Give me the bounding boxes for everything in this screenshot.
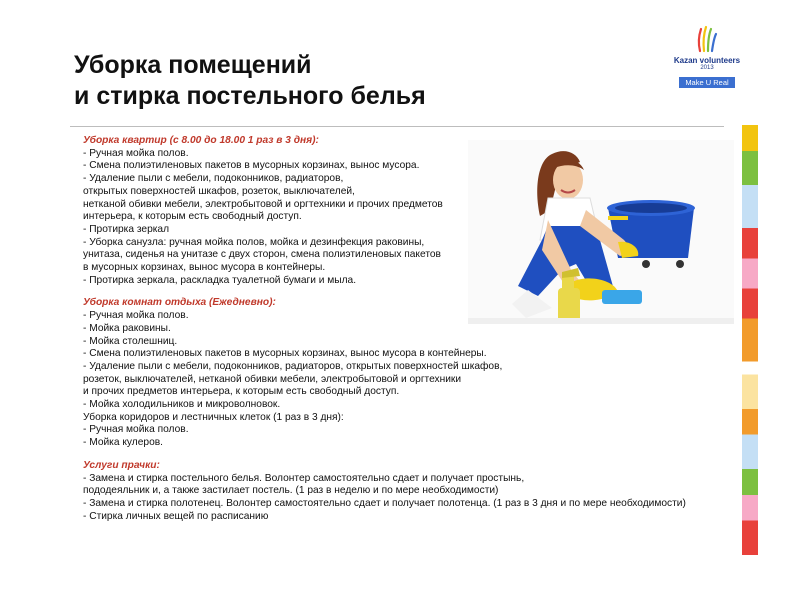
list-item: - Ручная мойка полов. xyxy=(83,310,189,322)
kazan-volunteers-logo xyxy=(672,25,742,95)
list-item: нетканой обивки мебели, электробытовой и оргтехники и прочих предметов xyxy=(83,198,443,210)
section-gap xyxy=(83,287,733,297)
section-heading: Уборка комнат отдыха (Ежедневно): xyxy=(83,297,276,309)
list-item: пододеяльник и, а также застилает постель. (1 раз в неделю и по мере необходимости) xyxy=(83,485,499,497)
list-item: - Мойка столешниц. xyxy=(83,335,178,347)
section-heading: Услуги прачки: xyxy=(83,459,160,471)
section-rest-rooms xyxy=(83,297,733,449)
list-item: в мусорных корзинах, вынос мусора в контейнеры. xyxy=(83,262,326,274)
list-item: - Мойка холодильников и микроволновок. xyxy=(83,399,281,411)
section-gap xyxy=(83,450,733,460)
list-item: унитаза, сиденья на унитазе с двух сторон, смена полиэтиленовых пакетов xyxy=(83,249,441,261)
section-apartments xyxy=(83,135,733,287)
title-line-2: и стирка постельного белья xyxy=(74,82,426,110)
title-line-1: Уборка помещений xyxy=(74,51,312,79)
list-item: - Уборка санузла: ручная мойка полов, мойка и дезинфекция раковины, xyxy=(83,236,425,248)
logo-year: 2013 xyxy=(700,65,714,71)
logo-name: Kazan volunteers xyxy=(673,56,741,65)
list-item: - Мойка кулеров. xyxy=(83,437,163,449)
list-item: - Удаление пыли с мебели, подоконников, радиаторов, открытых поверхностей шкафов, xyxy=(83,360,503,372)
decorative-color-stripe xyxy=(742,125,758,555)
section-laundry xyxy=(83,460,733,524)
list-item: розеток, выключателей, нетканой обивки мебели, электробытовой и оргтехники xyxy=(83,373,462,385)
logo-badge: Make U Real xyxy=(679,77,734,88)
list-item: - Ручная мойка полов. xyxy=(83,147,189,159)
list-item: - Смена полиэтиленовых пакетов в мусорных корзинах, вынос мусора. xyxy=(83,160,420,172)
list-item: Уборка коридоров и лестничных клеток (1 раз в 3 дня): xyxy=(83,411,344,423)
list-item: - Стирка личных вещей по расписанию xyxy=(83,510,269,522)
list-item: - Замена и стирка полотенец. Волонтер самостоятельно сдает и получает полотенца. (1 раз в 3 дня и по мере необходимости) xyxy=(83,497,686,509)
content-area xyxy=(83,135,733,523)
list-item: - Протирка зеркала, раскладка туалетной бумаги и мыла. xyxy=(83,274,357,286)
section-heading: Уборка квартир (с 8.00 до 18.00 1 раз в 3 дня): xyxy=(83,135,319,146)
list-item: - Ручная мойка полов. xyxy=(83,424,189,436)
list-item: - Замена и стирка постельного белья. Волонтер самостоятельно сдает и получает простынь, xyxy=(83,472,525,484)
title-divider xyxy=(70,126,724,127)
list-item: - Мойка раковины. xyxy=(83,322,171,334)
list-item: интерьера, к которым есть свободный доступ. xyxy=(83,211,302,223)
list-item: - Протирка зеркал xyxy=(83,223,170,235)
list-item: - Смена полиэтиленовых пакетов в мусорных корзинах, вынос мусора в контейнеры. xyxy=(83,348,487,360)
list-item: и прочих предметов интерьера, к которым есть свободный доступ. xyxy=(83,386,400,398)
list-item: открытых поверхностей шкафов, розеток, выключателей, xyxy=(83,185,355,197)
page-title xyxy=(74,50,634,112)
volunteer-hand-icon xyxy=(696,25,718,55)
list-item: - Удаление пыли с мебели, подоконников, радиаторов, xyxy=(83,173,344,185)
